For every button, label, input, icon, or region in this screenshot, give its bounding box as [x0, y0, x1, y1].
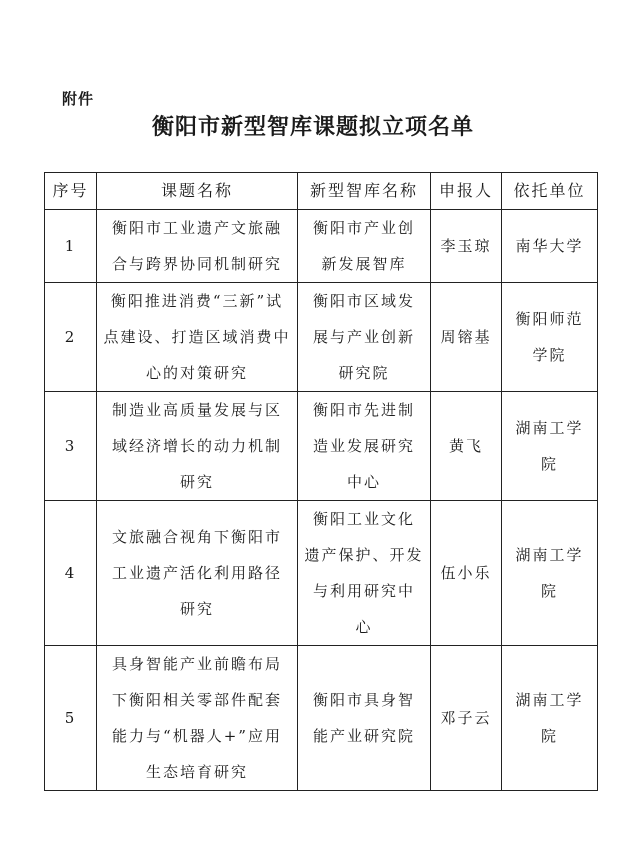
- header-serial: 序号: [45, 173, 97, 210]
- row-think-tank: [298, 501, 431, 646]
- think-tank-text: 衡阳市区域发 展与产业创新 研究院: [312, 292, 415, 382]
- table-row: [45, 501, 598, 646]
- institution-text: 衡阳师范 学院: [515, 310, 584, 364]
- row-institution: [502, 283, 598, 392]
- row-serial: 4: [45, 501, 97, 646]
- row-serial: 1: [45, 210, 97, 283]
- row-serial: 2: [45, 283, 97, 392]
- row-think-tank: [298, 283, 431, 392]
- attachment-label: 附件: [62, 90, 95, 108]
- row-institution: [502, 501, 598, 646]
- topic-text: 制造业高质量发展与区 域经济增长的动力机制 研究: [111, 401, 282, 491]
- header-think-tank: 新型智库名称: [298, 173, 431, 210]
- table-row: [45, 392, 598, 501]
- row-topic: [97, 646, 298, 791]
- row-topic: [97, 210, 298, 283]
- table-row: [45, 283, 598, 392]
- think-tank-text: 衡阳市产业创 新发展智库: [312, 219, 415, 273]
- institution-text: 湖南工学 院: [515, 546, 584, 600]
- row-think-tank: [298, 392, 431, 501]
- row-topic: [97, 501, 298, 646]
- topic-text: 衡阳推进消费“三新”试 点建设、打造区域消费中 心的对策研究: [103, 292, 291, 382]
- row-serial: 3: [45, 392, 97, 501]
- table-row: [45, 210, 598, 283]
- institution-text: 湖南工学 院: [515, 419, 584, 473]
- institution-text: 南华大学: [515, 237, 584, 255]
- row-serial: 5: [45, 646, 97, 791]
- table-row: [45, 646, 598, 791]
- header-topic: 课题名称: [97, 173, 298, 210]
- think-tank-text: 衡阳工业文化 遗产保护、开发 与利用研究中 心: [304, 510, 424, 636]
- table-header-row: [45, 173, 598, 210]
- institution-text: 湖南工学 院: [515, 691, 584, 745]
- topic-text: 衡阳市工业遗产文旅融 合与跨界协同机制研究: [111, 219, 282, 273]
- row-institution: [502, 210, 598, 283]
- row-institution: [502, 646, 598, 791]
- row-applicant: 伍小乐: [431, 501, 502, 646]
- think-tank-text: 衡阳市具身智 能产业研究院: [312, 691, 415, 745]
- row-topic: [97, 283, 298, 392]
- row-applicant: 周镕基: [431, 283, 502, 392]
- row-think-tank: [298, 646, 431, 791]
- think-tank-text: 衡阳市先进制 造业发展研究 中心: [312, 401, 415, 491]
- row-institution: [502, 392, 598, 501]
- row-applicant: 黄飞: [431, 392, 502, 501]
- row-topic: [97, 392, 298, 501]
- row-think-tank: [298, 210, 431, 283]
- topic-text: 具身智能产业前瞻布局 下衡阳相关零部件配套 能力与“机器人+”应用 生态培育研究: [111, 655, 282, 781]
- header-applicant: 申报人: [431, 173, 502, 210]
- row-applicant: 邓子云: [431, 646, 502, 791]
- header-institution: 依托单位: [502, 173, 598, 210]
- topic-text: 文旅融合视角下衡阳市 工业遗产活化利用路径 研究: [111, 528, 282, 618]
- document-title: 衡阳市新型智库课题拟立项名单: [151, 114, 474, 140]
- row-applicant: 李玉琼: [431, 210, 502, 283]
- project-list-table: [44, 172, 598, 791]
